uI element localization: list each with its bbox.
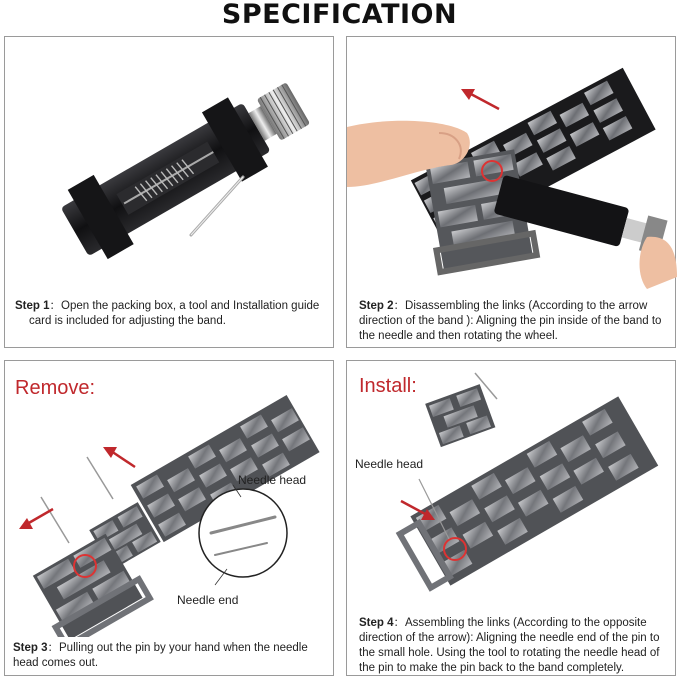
step-1-panel [4,36,334,348]
install-illustration [347,361,677,613]
step-2-label: Step 2 [359,300,394,312]
step-4-text: Assembling the links (According to the opposite direction of the arrow): Aligning the needle end of the pin to the small hole. Using the tool to rotating the needle head of the pin to make the pin back to the band completely. [359,617,660,674]
step-3-label: Step 3 [13,642,48,654]
step-1-text-line-2: card is included for adjusting the band. [29,315,226,327]
step-4-panel [346,360,676,676]
step-3-caption: Step 3：Pulling out the pin by your hand when the needle head comes out. [13,642,308,669]
step-4-caption: Step 4：Assembling the links (According to the opposite direction of the arrow): Aligning the needle end of the pin to the small hole. Using the tool to rotating the needle head of the pin to make the pin back to the band completely. [359,617,660,674]
step-2-panel [346,36,676,348]
watch-band-icon [395,384,658,595]
step-2-caption: Step 2：Disassembling the links (According to the arrow direction of the band ): Aligning the pin inside of the band to the needle and then rotating the wheel. [359,300,662,342]
remove-label: Remove: [15,377,96,399]
step-3-text: Pulling out the pin by your hand when the needle head comes out. [13,642,308,669]
install-label: Install: [359,375,417,397]
step-2-text: Disassembling the links (According to the arrow direction of the band ): Aligning the pin inside of the band to the needle and then rotating the wheel. [359,300,662,342]
step-1-text-line-1: Open the packing box, a tool and Installation guide [61,300,320,312]
remove-illustration [5,361,335,637]
band-tool-icon [5,37,335,287]
step-4-label: Step 4 [359,617,394,629]
needle-head-label: Needle head [238,473,307,487]
needle-end-label: Needle end [177,593,239,607]
step-3-panel [4,360,334,676]
needle-head-label: Needle head [355,457,424,471]
needle-zoom-circle [199,489,287,577]
page-title: SPECIFICATION [221,0,458,30]
arrow-icon [461,89,499,109]
disassemble-illustration [347,37,677,289]
step-1-caption: Step 1：Open the packing box, a tool and Installation guide card is included for adjusting the band. [15,299,330,329]
step-1-label: Step 1 [15,300,50,312]
